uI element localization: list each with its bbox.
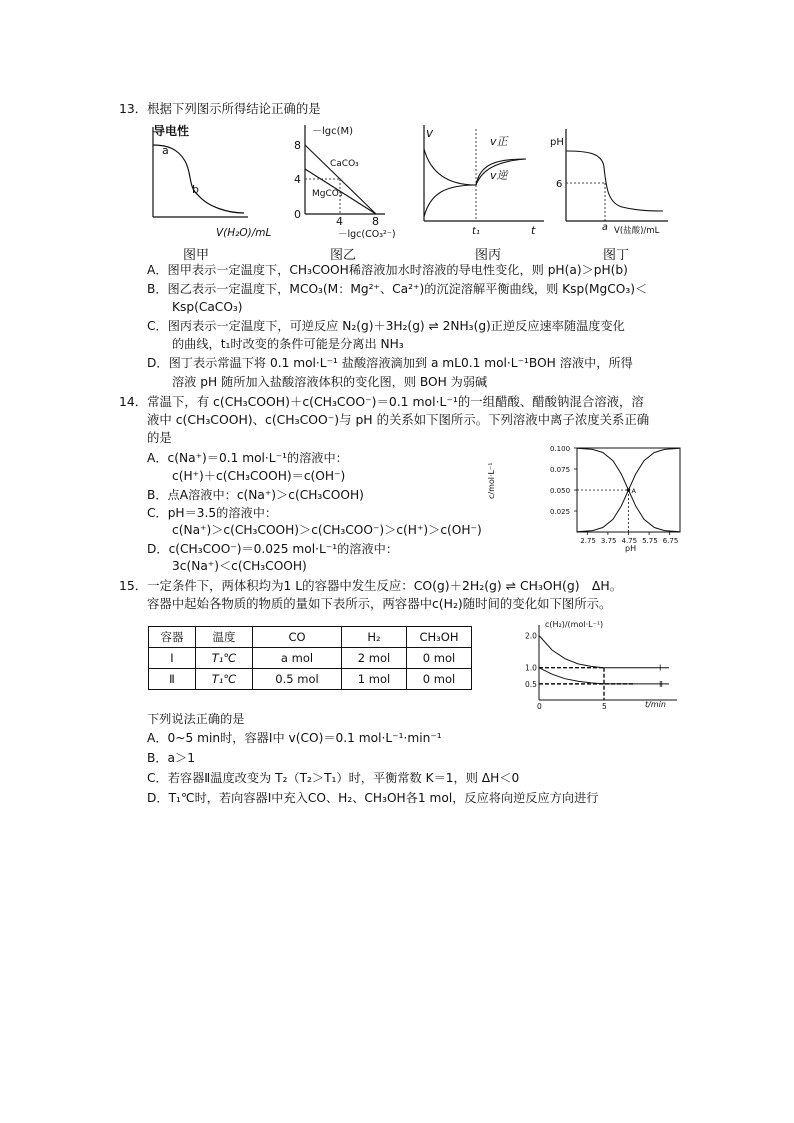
q13-option-d-line2: 溶液 pH 随所加入盐酸溶液体积的变化图，则 BOH 为弱碱 <box>172 375 488 389</box>
yi-line-mgco3: MgCO₃ <box>312 189 343 199</box>
q15-ylabel: c(H₂)/(mol·L⁻¹) <box>545 620 604 629</box>
q15-xlabel: t/min <box>645 700 666 709</box>
q15-ytick-label: 2.0 <box>525 631 537 641</box>
q14-option-d-line1: D．c(CH₃COO⁻)＝0.025 mol·L⁻¹的溶液中： <box>147 542 399 556</box>
ding-ylabel: pH <box>550 137 564 148</box>
q15-prompt: 下列说法正确的是 <box>147 712 245 726</box>
q15-option-d: D．T₁℃时，若向容器Ⅰ中充入CO、H₂、CH₃OH各1 mol，反应将向逆反应方向进行 <box>147 791 599 805</box>
q15-stem-line1: 15．一定条件下，两体积均为1 L的容器中发生反应：CO(g)＋2H₂(g) ⇌ CH₃OH(g) ΔH。 <box>119 578 623 593</box>
table-cell: 0 mol <box>407 648 472 669</box>
table-header: 温度 <box>196 627 253 648</box>
q14-point-a <box>627 488 631 492</box>
q14-ytick-label: 0.075 <box>550 466 571 474</box>
table-cell: 2 mol <box>342 648 407 669</box>
q14-option-b: B．点A溶液中：c(Na⁺)＞c(CH₃COOH) <box>147 488 364 502</box>
caption-yi: 图乙 <box>330 248 357 263</box>
q14-stem-line2: 液中 c(CH₃COOH)、c(CH₃COO⁻)与 pH 的关系如下图所示。下列溶液中离子浓度关系正确 <box>147 412 650 427</box>
q13-option-b-line2: Ksp(CaCO₃) <box>172 300 243 314</box>
bing-ylabel: v <box>426 126 434 140</box>
q14-option-c-line1: C．pH＝3.5的溶液中： <box>147 506 278 520</box>
q13-option-a: A．图甲表示一定温度下，CH₃COOH稀溶液加水时溶液的导电性变化，则 pH(a)＞pH(b) <box>147 263 628 277</box>
bing-xlabel: t <box>531 224 536 237</box>
table-cell: T₁℃ <box>196 648 253 669</box>
yi-xtick-8: 8 <box>372 215 379 228</box>
caption-ding: 图丁 <box>603 248 630 263</box>
bing-curve-fwd: v正 <box>490 135 508 148</box>
table-cell: Ⅰ <box>149 648 196 669</box>
jia-point-a: a <box>162 144 169 157</box>
figure-bing <box>418 121 548 241</box>
ding-xlabel: V(盐酸)/mL <box>614 226 660 236</box>
jia-xlabel: V(H₂O)/mL <box>216 227 272 239</box>
q15-xtick-label: 5 <box>602 702 607 711</box>
q14-ylabel: c/mol·L⁻¹ <box>487 462 496 499</box>
q14-ytick-label: 0.050 <box>550 487 571 495</box>
q13-option-c-line1: C．图丙表示一定温度下，可逆反应 N₂(g)＋3H₂(g) ⇌ 2NH₃(g)正逆反应速率随温度变化 <box>147 319 625 333</box>
q15-option-b: B．a＞1 <box>147 751 195 765</box>
q14-ytick-label: 0.025 <box>550 508 571 516</box>
q15-ytick-label: 0.5 <box>525 679 537 689</box>
yi-ytick-8: 8 <box>294 139 301 152</box>
bing-t1: t₁ <box>472 226 480 237</box>
caption-jia: 图甲 <box>183 248 210 263</box>
jia-point-b: b <box>192 183 199 196</box>
q15-option-c: C．若容器Ⅱ温度改变为 T₂（T₂＞T₁）时，平衡常数 K＝1，则 ΔH＜0 <box>147 771 520 785</box>
q14-stem-line3: 的是 <box>147 430 172 445</box>
q14-chart <box>487 441 685 553</box>
q14-xtick-label: 6.75 <box>662 537 679 545</box>
q14-point-label: A <box>631 487 636 495</box>
table-cell: a mol <box>253 648 342 669</box>
yi-xlabel: －lgc(CO₃²⁻) <box>338 229 396 240</box>
ding-ytick-6: 6 <box>556 179 563 190</box>
table-cell: 0 mol <box>407 669 472 690</box>
q13-option-d-line1: D．图丁表示常温下将 0.1 mol·L⁻¹ 盐酸溶液滴加到 a mL0.1 mol·L⁻¹BOH 溶液中，所得 <box>147 356 633 370</box>
table-header-row <box>149 627 472 648</box>
q14-option-c-line2: c(Na⁺)＞c(CH₃COOH)＞c(CH₃COO⁻)＞c(H⁺)＞c(OH⁻) <box>172 523 482 537</box>
yi-ytick-0: 0 <box>294 208 301 221</box>
q14-ytick-label: 0.100 <box>550 445 571 453</box>
figure-yi <box>290 121 400 241</box>
table-cell: 1 mol <box>342 669 407 690</box>
yi-ylabel: －lgc(M) <box>312 126 354 137</box>
q13-option-b-line1: B．图乙表示一定温度下，MCO₃(M：Mg²⁺、Ca²⁺)的沉淀溶解平衡曲线，则 Ksp(MgCO₃)＜ <box>147 282 648 296</box>
table-header: H₂ <box>342 627 407 648</box>
jia-ylabel: 导电性 <box>153 124 190 138</box>
figure-jia <box>140 121 280 241</box>
q15-ytick-label: 1.0 <box>525 663 537 673</box>
q15-series-label: Ⅱ <box>659 679 663 689</box>
q15-table <box>148 626 472 690</box>
table-header: CO <box>253 627 342 648</box>
table-cell: Ⅱ <box>149 669 196 690</box>
q15-series-label: Ⅰ <box>659 663 662 673</box>
yi-xtick-4: 4 <box>336 215 343 228</box>
bing-curve-rev: v逆 <box>490 169 508 182</box>
q15-chart <box>525 615 690 710</box>
table-row <box>149 648 472 669</box>
q14-stem-line1: 14．常温下，有 c(CH₃COOH)＋c(CH₃COO⁻)＝0.1 mol·L⁻¹的一组醋酸、醋酸钠混合溶液，溶 <box>119 394 644 409</box>
q15-xtick-label: 0 <box>537 702 542 711</box>
q14-xtick-label: 3.75 <box>600 537 617 545</box>
q14-option-a-line2: c(H⁺)＋c(CH₃COOH)＝c(OH⁻) <box>172 469 346 483</box>
q14-xtick-label: 4.75 <box>621 537 638 545</box>
table-header: CH₃OH <box>407 627 472 648</box>
figure-ding <box>548 121 673 241</box>
table-cell: T₁℃ <box>196 669 253 690</box>
q14-xtick-label: 5.75 <box>642 537 658 545</box>
q13-stem: 13．根据下列图示所得结论正确的是 <box>119 101 321 116</box>
table-row <box>149 669 472 690</box>
table-cell: 0.5 mol <box>253 669 342 690</box>
q14-option-a-line1: A．c(Na⁺)＝0.1 mol·L⁻¹的溶液中： <box>147 451 348 465</box>
q15-series-line-1 <box>539 636 669 668</box>
ding-xmark-a: a <box>602 222 608 233</box>
q15-stem-line2: 容器中起始各物质的物质的量如下表所示，两容器中c(H₂)随时间的变化如下图所示。 <box>147 596 612 611</box>
yi-ytick-4: 4 <box>294 173 301 186</box>
q15-option-a: A．0~5 min时，容器Ⅰ中 v(CO)＝0.1 mol·L⁻¹·min⁻¹ <box>147 731 442 745</box>
q13-option-c-line2: 的曲线，t₁时改变的条件可能是分离出 NH₃ <box>172 337 404 351</box>
caption-bing: 图丙 <box>475 248 502 263</box>
q14-xlabel: pH <box>625 544 637 553</box>
q14-xtick-label: 2.75 <box>580 537 596 545</box>
table-header: 容器 <box>149 627 196 648</box>
q14-option-d-line2: 3c(Na⁺)＜c(CH₃COOH) <box>172 559 307 573</box>
yi-line-caco3: CaCO₃ <box>330 159 359 169</box>
